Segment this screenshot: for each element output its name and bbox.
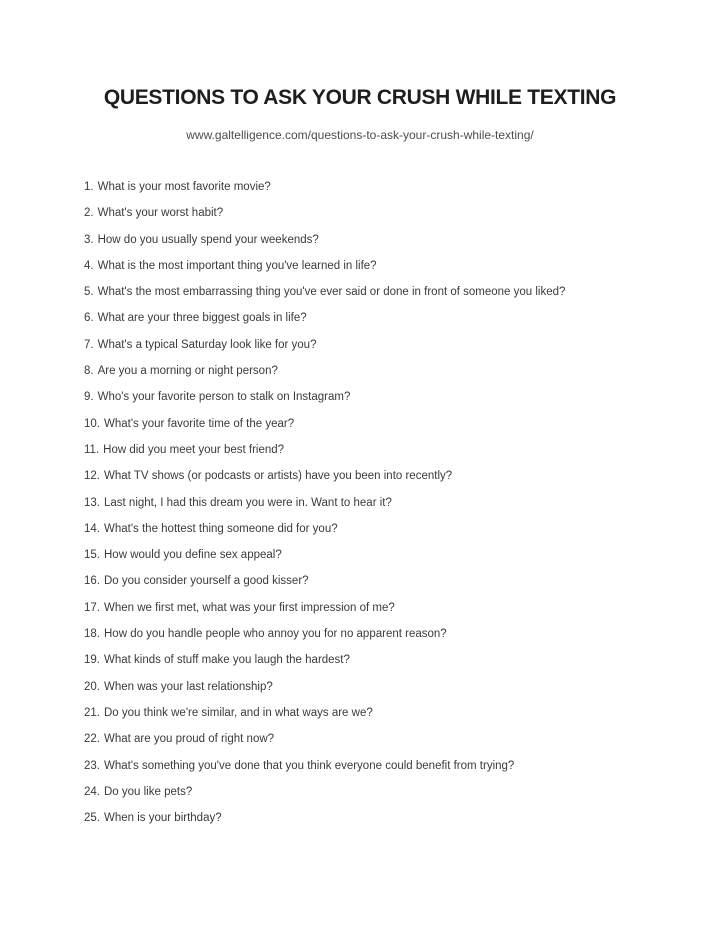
question-item: [84, 311, 680, 326]
question-item: [84, 469, 680, 484]
question-item: [84, 548, 680, 563]
question-number: 11.: [84, 443, 100, 456]
question-item: [84, 417, 680, 432]
question-number: 3.: [84, 233, 94, 246]
question-number: 12.: [84, 470, 100, 483]
question-text: What TV shows (or podcasts or artists) have you been into recently?: [104, 470, 453, 483]
question-text: What is the most important thing you've learned in life?: [97, 259, 377, 272]
question-number: 5.: [84, 286, 94, 299]
question-text: What's something you've done that you think everyone could benefit from trying?: [104, 759, 515, 772]
question-item: [84, 811, 680, 826]
question-text: What are your three biggest goals in life?: [97, 312, 307, 325]
question-text: When we first met, what was your first impression of me?: [104, 601, 395, 614]
question-number: 25.: [84, 812, 100, 825]
question-text: Do you think we're similar, and in what ways are we?: [104, 706, 373, 719]
question-text: Are you a morning or night person?: [97, 365, 278, 378]
question-item: [84, 285, 680, 300]
question-number: 9.: [84, 391, 94, 404]
question-number: 13.: [84, 496, 100, 509]
question-text: What's your worst habit?: [97, 207, 224, 220]
question-number: 18.: [84, 628, 100, 641]
question-item: [84, 206, 680, 221]
question-text: What's your favorite time of the year?: [104, 417, 295, 430]
question-text: What's a typical Saturday look like for you?: [97, 338, 317, 351]
question-number: 7.: [84, 338, 94, 351]
question-item: [84, 680, 680, 695]
question-text: What's the hottest thing someone did for you?: [104, 522, 338, 535]
document-title: QUESTIONS TO ASK YOUR CRUSH WHILE TEXTING: [103, 86, 617, 109]
question-text: What is your most favorite movie?: [97, 181, 271, 193]
question-text: How did you meet your best friend?: [103, 443, 285, 456]
question-item: [84, 338, 680, 353]
question-text: Last night, I had this dream you were in. Want to hear it?: [104, 496, 392, 509]
question-item: [84, 443, 680, 458]
question-text: Do you like pets?: [104, 785, 193, 798]
question-text: How do you handle people who annoy you for no apparent reason?: [104, 628, 447, 641]
question-item: [84, 259, 680, 274]
question-number: 19.: [84, 654, 100, 667]
question-number: 21.: [84, 706, 100, 719]
question-item: [84, 574, 680, 589]
question-text: How do you usually spend your weekends?: [97, 233, 319, 246]
question-number: 17.: [84, 601, 100, 614]
question-item: [84, 732, 680, 747]
question-item: [84, 759, 680, 774]
question-text: Who's your favorite person to stalk on Instagram?: [97, 391, 351, 404]
question-item: [84, 785, 680, 800]
question-number: 2.: [84, 207, 94, 220]
question-number: 15.: [84, 549, 100, 562]
question-number: 22.: [84, 733, 100, 746]
source-url: www.galtelligence.com/questions-to-ask-your-crush-while-texting/: [186, 128, 534, 142]
question-text: When is your birthday?: [104, 812, 222, 825]
question-item: [84, 522, 680, 537]
question-text: What are you proud of right now?: [104, 733, 275, 746]
questions-list: [84, 180, 680, 837]
question-text: How would you define sex appeal?: [104, 549, 282, 562]
question-number: 8.: [84, 365, 94, 378]
question-number: 24.: [84, 785, 100, 798]
question-number: 16.: [84, 575, 100, 588]
question-item: [84, 233, 680, 248]
question-number: 23.: [84, 759, 100, 772]
question-item: [84, 496, 680, 511]
question-number: 14.: [84, 522, 100, 535]
question-item: [84, 706, 680, 721]
question-text: What kinds of stuff make you laugh the hardest?: [104, 654, 350, 667]
question-text: Do you consider yourself a good kisser?: [104, 575, 309, 588]
question-text: When was your last relationship?: [104, 680, 273, 693]
question-item: [84, 653, 680, 668]
question-item: [84, 627, 680, 642]
question-text: What's the most embarrassing thing you've ever said or done in front of someone you liked?: [97, 286, 566, 299]
question-item: [84, 364, 680, 379]
question-item: [84, 390, 680, 405]
question-number: 20.: [84, 680, 100, 693]
question-number: 4.: [84, 259, 94, 272]
question-item: [84, 180, 680, 195]
question-item: [84, 601, 680, 616]
question-number: 1.: [84, 181, 94, 193]
question-number: 6.: [84, 312, 94, 325]
question-number: 10.: [84, 417, 100, 430]
